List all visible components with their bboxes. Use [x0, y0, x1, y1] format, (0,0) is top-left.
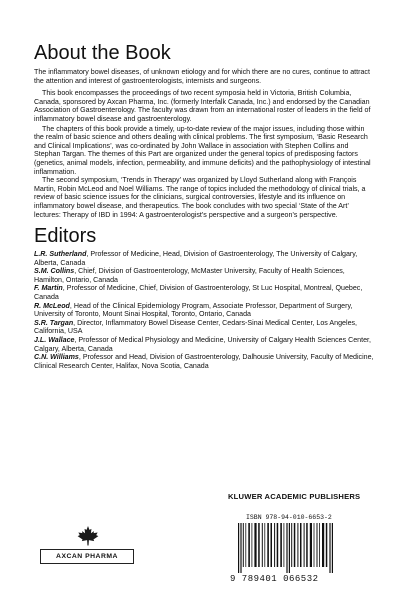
editor-affiliation: , Head of the Clinical Epidemiology Program, Associate Professor, Department of Surgery, University of Toronto, Mount Sinai Hospital, Toronto, Ontario, Canada	[34, 301, 353, 319]
barcode-digits: 9 789401 066532	[230, 574, 319, 584]
editor-name: R. McLeod	[34, 301, 70, 310]
editor-entry	[34, 302, 374, 319]
editor-affiliation: , Chief, Division of Gastroenterology, McMaster University, Faculty of Health Sciences, Hamilton, Ontario, Canada	[34, 267, 345, 284]
editor-entry	[34, 336, 374, 353]
editor-entry	[34, 319, 374, 336]
editor-name: F. Martin	[34, 284, 63, 293]
editor-entry	[34, 284, 374, 301]
editors-section	[34, 225, 374, 370]
barcode-bars	[230, 523, 368, 573]
editor-affiliation: , Professor of Medicine, Chief, Division of Gastroenterology, St Luc Hospital, Montreal, Quebec, Canada	[34, 284, 363, 302]
publisher-name: KLUWER ACADEMIC PUBLISHERS	[228, 492, 361, 501]
about-paragraph: This book encompasses the proceedings of two recent symposia held in Victoria, British Columbia, Canada, sponsored by Axcan Pharma, Inc. (formerly Interfalk Canada, Inc.) and endorsed by the Canadian Association of Gastroenterology. The faculty was drawn from an international roster of leaders in the field of inflammatory bowel disease and gastroenterology.	[34, 89, 371, 123]
cover-text	[34, 42, 374, 370]
editor-name: L.R. Sutherland	[34, 250, 87, 259]
editor-entry	[34, 250, 374, 267]
editor-name: C.N. Williams	[34, 353, 79, 362]
editor-name: J.L. Wallace	[34, 336, 75, 345]
maple-leaf-icon	[77, 526, 99, 546]
editor-affiliation: , Professor of Medicine, Head, Division of Gastroenterology, The University of Calgary, Alberta, Canada	[34, 250, 358, 267]
sponsor-logo	[40, 526, 136, 564]
editor-name: S.R. Targan	[34, 318, 74, 327]
editor-entry	[34, 267, 374, 284]
editor-entry	[34, 353, 374, 370]
editors-heading: Editors	[34, 225, 97, 248]
about-paragraph: The second symposium, ‘Trends in Therapy’ was organized by Lloyd Sutherland along with François Martin, Robin McLeod and Noel Williams. The range of topics included the methodology of clinical trials, a review of basic science issues for the clinicians, surgical controversies, lifestyle and its influence on inflammatory bowel disease, and therapeutics. The book concludes with two special ‘State of the Art’ lectures: Therapy of IBD in 1994: A gastroenterologist’s perspective and a surgeon’s perspective.	[34, 176, 366, 219]
about-paragraph: The inflammatory bowel diseases, of unknown etiology and for which there are no cures, continue to attract the attention and interest of gastroenterologists, internists and surgeons.	[34, 68, 370, 85]
editor-affiliation: , Professor and Head, Division of Gastroenterology, Dalhousie University, Faculty of Medicine, Clinical Research Center, Halifax, Nova Scotia, Canada	[34, 353, 374, 370]
editor-name: S.M. Collins	[34, 267, 75, 276]
isbn-number: ISBN 978-94-010-6653-2	[246, 514, 332, 521]
logo-label: AXCAN PHARMA	[40, 549, 134, 564]
about-paragraph: The chapters of this book provide a timely, up-to-date review of the major issues, including those within the realm of basic science and others dealing with clinical problems. The first symposium, ‘Basic Research and Clinical Implications’, was co-ordinated by John Wallace in association with Stephen Collins and Stephan Targan. The themes of this Part are organized under the general topics of predisposing factors (genetics, animal models, infection, permeability, and immune deficits) and the pathophysiology of intestinal inflammation.	[34, 124, 371, 176]
about-heading: About the Book	[34, 42, 171, 64]
isbn-barcode	[230, 514, 368, 584]
editor-affiliation: , Director, Inflammatory Bowel Disease Center, Cedars-Sinai Medical Center, Los Angeles, California, USA	[34, 318, 358, 336]
about-section	[34, 42, 374, 219]
editor-affiliation: , Professor of Medical Physiology and Medicine, University of Calgary Health Sciences Center, Calgary, Alberta, Canada	[34, 336, 371, 353]
